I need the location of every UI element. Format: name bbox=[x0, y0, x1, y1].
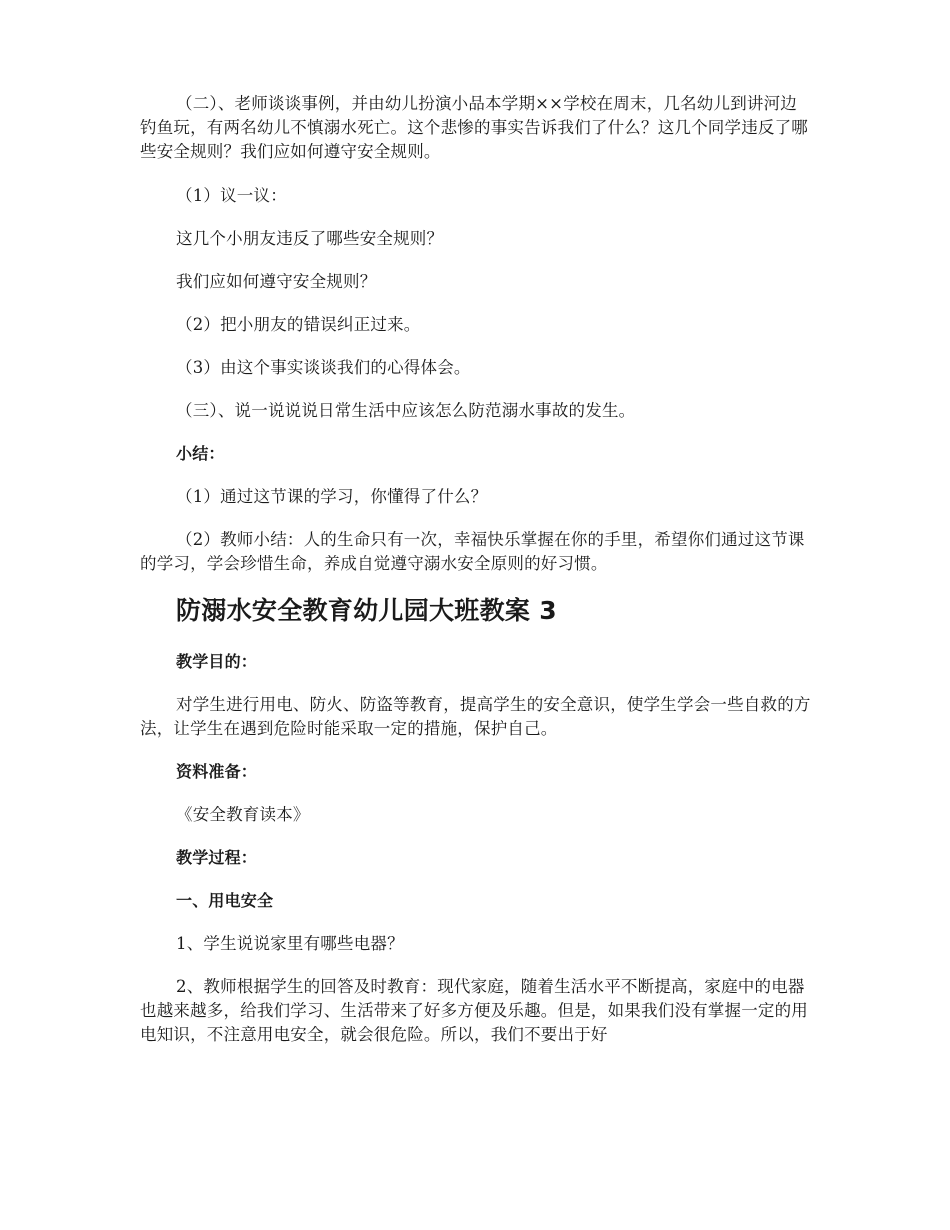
paragraph-learned: （1）通过这节课的学习，你懂得了什么？ bbox=[176, 487, 488, 506]
paragraph-incident: （二）、老师谈谈事例，并由幼儿扮演小品本学期××学校在周末，几名幼儿到讲河边钓鱼玩，有两名幼儿不慎溺水死亡。这个悲惨的事实告诉我们了什么？这几个同学违反了哪些安全规则？我们应如何遵守安全规则。 bbox=[140, 94, 808, 161]
materials-heading: 资料准备： bbox=[176, 762, 258, 781]
paragraph-materials: 《安全教育读本》 bbox=[176, 805, 310, 824]
document-page bbox=[140, 92, 812, 1047]
summary-heading: 小结： bbox=[176, 444, 225, 463]
paragraph-question-1: 这几个小朋友违反了哪些安全规则？ bbox=[176, 229, 444, 248]
goal-heading: 教学目的： bbox=[176, 652, 258, 671]
paragraph-electric-safety: 2、教师根据学生的回答及时教育：现代家庭，随着生活水平不断提高，家庭中的电器也越来越多，给我们学习、生活带来了好多方便及乐趣。但是，如果我们没有掌握一定的用电知识，不注意用电安全，就会很危险。所以，我们不要出于好 bbox=[140, 977, 808, 1044]
section-title: 防溺水安全教育幼儿园大班教案 3 bbox=[176, 596, 557, 625]
paragraph-question-2: 我们应如何遵守安全规则？ bbox=[176, 272, 377, 291]
paragraph-prevention: （三）、说一说说说日常生活中应该怎么防范溺水事故的发生。 bbox=[176, 401, 636, 420]
paragraph-correct: （2）把小朋友的错误纠正过来。 bbox=[176, 315, 421, 334]
paragraph-goal: 对学生进行用电、防火、防盗等教育，提高学生的安全意识，使学生学会一些自救的方法，让学生在遇到危险时能采取一定的措施，保护自己。 bbox=[140, 695, 811, 738]
paragraph-discuss: （1）议一议： bbox=[176, 186, 287, 205]
process-heading: 教学过程： bbox=[176, 848, 258, 867]
paragraph-teacher-summary: （2）教师小结：人的生命只有一次，幸福快乐掌握在你的手里，希望你们通过这节课的学习，学会珍惜生命，养成自觉遵守溺水安全原则的好习惯。 bbox=[140, 530, 805, 573]
subsection-heading: 一、用电安全 bbox=[176, 891, 274, 910]
paragraph-appliances: 1、学生说说家里有哪些电器？ bbox=[176, 934, 404, 953]
paragraph-experience: （3）由这个事实谈谈我们的心得体会。 bbox=[176, 358, 471, 377]
